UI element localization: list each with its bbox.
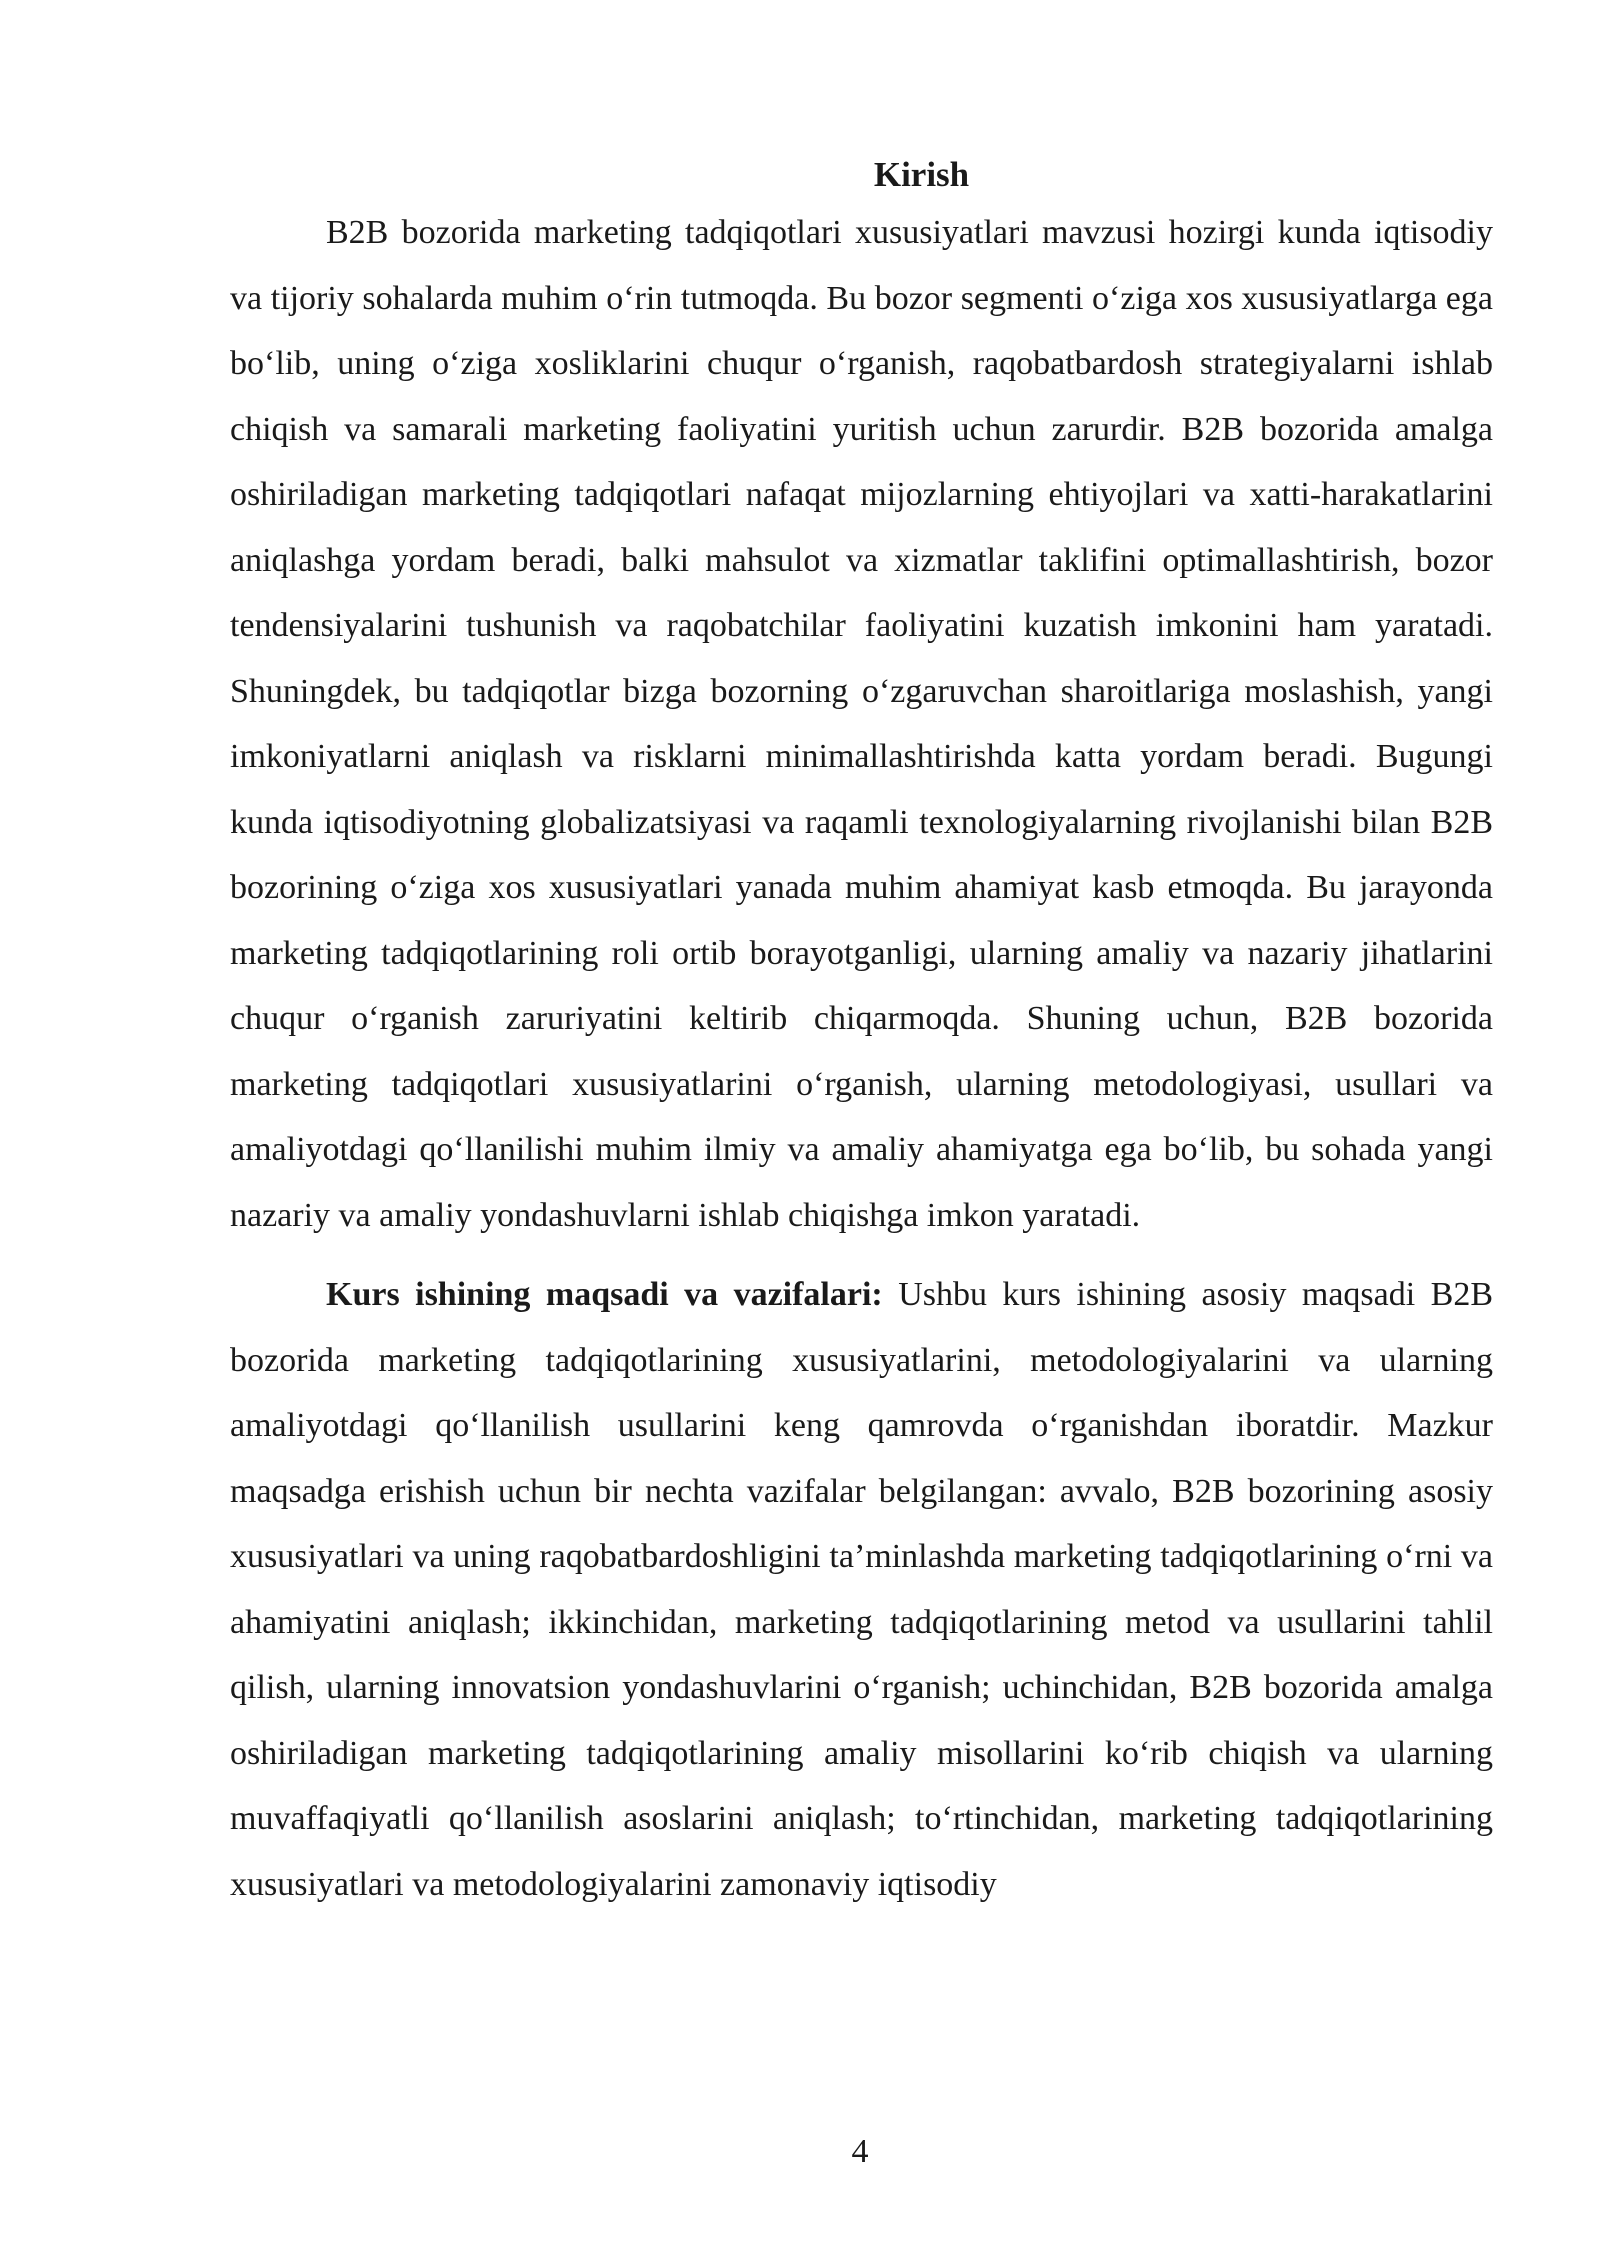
goals-body-text: Ushbu kurs ishining asosiy maqsadi B2B bozorida marketing tadqiqotlarining xususiyatlarini, metodologiyalarini va ularning amaliyotdagi qo‘llanilish usullarini keng qamrovda o‘rganishdan iboratdir. Mazkur maqsadga erishish uchun bir nechta vazifalar belgilangan: avvalo, B2B bozorining asosiy xususiyatlari va uning raqobatbardoshligini ta’minlashda marketing tadqiqotlarining o‘rni va ahamiyatini aniqlash; ikkinchidan, marketing tadqiqotlarining metod va usullarini tahlil qilish, ularning innovatsion yondashuvlarini o‘rganish; uchinchidan, B2B bozorida amalga oshiriladigan marketing tadqiqotlarining amaliy misollarini ko‘rib chiqish va ularning muvaffaqiyatli qo‘llanilish asoslarini aniqlash; to‘rtinchidan, marketing tadqiqotlarining xususiyatlari va metodologiyalarini zamonaviy iqtisodiy: [230, 1276, 1493, 1903]
goals-lead-text: Kurs ishining maqsadi va vazifalari:: [326, 1276, 883, 1313]
page-content: [230, 150, 1493, 1917]
introduction-paragraph: B2B bozorida marketing tadqiqotlari xususiyatlari mavzusi hozirgi kunda iqtisodiy va tijoriy sohalarda muhim o‘rin tutmoqda. Bu bozor segmenti o‘ziga xos xususiyatlarga ega bo‘lib, uning o‘ziga xosliklarini chuqur o‘rganish, raqobatbardosh strategiyalarni ishlab chiqish va samarali marketing faoliyatini yuritish uchun zarurdir. B2B bozorida amalga oshiriladigan marketing tadqiqotlari nafaqat mijozlarning ehtiyojlari va xatti-harakatlarini aniqlashga yordam beradi, balki mahsulot va xizmatlar taklifini optimallashtirish, bozor tendensiyalarini tushunish va raqobatchilar faoliyatini kuzatish imkonini ham yaratadi. Shuningdek, bu tadqiqotlar bizga bozorning o‘zgaruvchan sharoitlariga moslashish, yangi imkoniyatlarni aniqlash va risklarni minimallashtirishda katta yordam beradi. Bugungi kunda iqtisodiyotning globalizatsiyasi va raqamli texnologiyalarning rivojlanishi bilan B2B bozorining o‘ziga xos xususiyatlari yanada muhim ahamiyat kasb etmoqda. Bu jarayonda marketing tadqiqotlarining roli ortib borayotganligi, ularning amaliy va nazariy jihatlarini chuqur o‘rganish zaruriyatini keltirib chiqarmoqda. Shuning uchun, B2B bozorida marketing tadqiqotlari xususiyatlarini o‘rganish, ularning metodologiyasi, usullari va amaliyotdagi qo‘llanilishi muhim ilmiy va amaliy ahamiyatga ega bo‘lib, bu sohada yangi nazariy va amaliy yondashuvlarni ishlab chiqishga imkon yaratadi.: [230, 214, 1493, 1234]
page-number: 4: [851, 2133, 869, 2170]
goals-paragraph: [230, 1262, 1493, 1917]
section-heading: Kirish: [873, 155, 970, 194]
